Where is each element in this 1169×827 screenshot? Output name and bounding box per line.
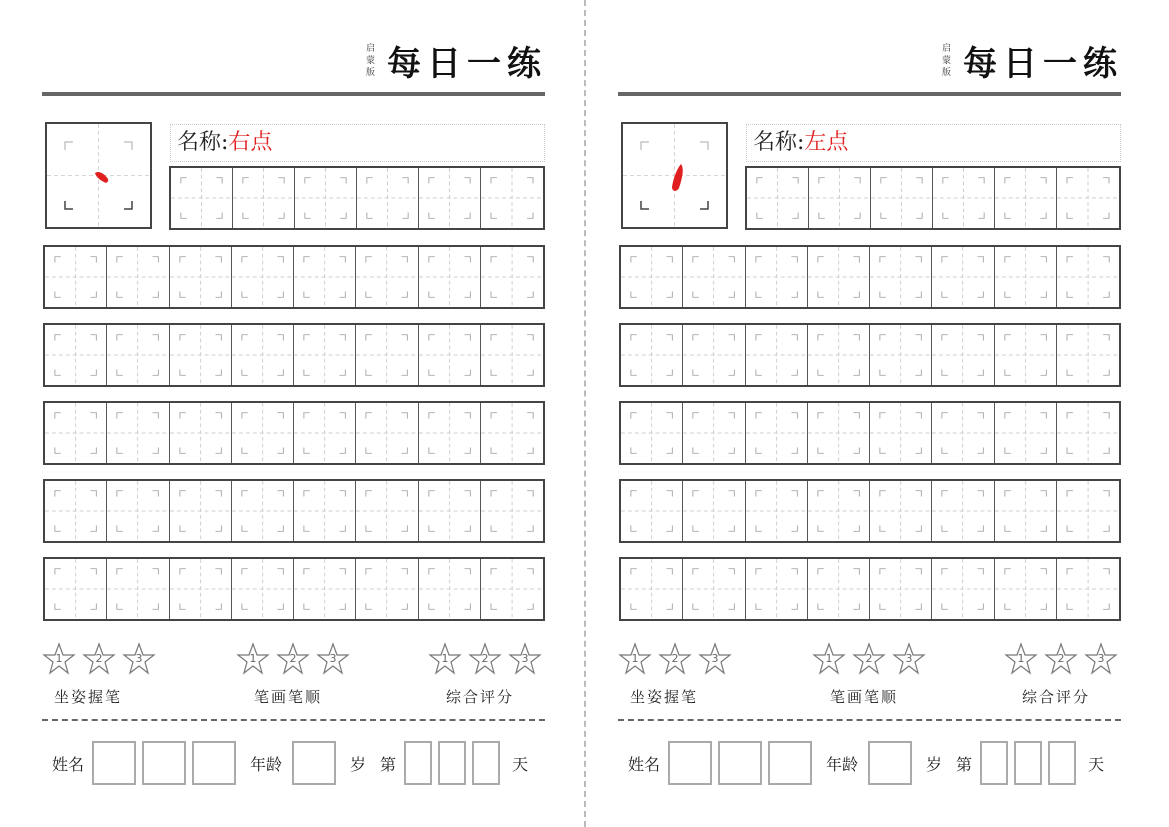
dashed-separator [618,719,1121,721]
stroke-name-field [746,124,1121,162]
star-icon[interactable] [698,642,732,676]
rating-label: 笔画笔顺 [254,688,323,706]
star-number: 3 [905,652,913,665]
star-number: 1 [441,652,449,665]
name-box[interactable] [192,741,236,785]
stroke-example-icon [95,172,108,183]
practice-cell[interactable] [870,559,932,619]
practice-cell[interactable] [107,325,169,385]
practice-cell[interactable] [170,247,232,307]
star-icon[interactable] [892,642,926,676]
star-number: 3 [329,652,337,665]
practice-cell[interactable] [808,559,870,619]
name-box[interactable] [92,741,136,785]
practice-cell[interactable] [232,325,294,385]
years-label: 岁 [350,754,367,774]
practice-cell[interactable] [995,481,1057,541]
header-rule [42,92,545,96]
practice-cell[interactable] [746,247,808,307]
name-box[interactable] [668,741,712,785]
practice-cell[interactable] [746,481,808,541]
practice-row [43,557,545,621]
edition-char: 蒙 [365,55,375,66]
practice-cell[interactable] [356,481,418,541]
practice-cell[interactable] [294,325,356,385]
dashed-separator [42,719,545,721]
practice-cell[interactable] [107,559,169,619]
rating-stars [42,642,156,676]
day-box[interactable] [472,741,500,785]
practice-cell[interactable] [481,247,543,307]
age-box[interactable] [292,741,336,785]
practice-cell[interactable] [232,481,294,541]
practice-cell[interactable] [45,559,107,619]
star-icon[interactable] [618,642,652,676]
edition-char: 版 [941,67,951,78]
practice-cell[interactable] [683,403,745,463]
rating-stars [236,642,350,676]
practice-cell[interactable] [295,168,357,228]
star-number: 3 [1097,652,1105,665]
name-label: 姓名 [628,754,661,774]
header [942,36,1123,85]
practice-cell[interactable] [1057,481,1119,541]
day-prefix-label: 第 [380,754,397,774]
practice-cell[interactable] [419,481,481,541]
star-number: 1 [249,652,257,665]
practice-cell[interactable] [621,481,683,541]
practice-cell[interactable] [419,168,481,228]
practice-cell[interactable] [746,559,808,619]
practice-cell[interactable] [45,247,107,307]
age-label: 年龄 [250,754,283,774]
practice-cell[interactable] [1057,325,1119,385]
practice-cell[interactable] [621,559,683,619]
practice-cell[interactable] [481,168,543,228]
edition-char: 启 [365,43,375,54]
practice-row [619,557,1121,621]
practice-cell[interactable] [232,559,294,619]
practice-cell[interactable] [995,403,1057,463]
page-title: 每日一练 [387,44,547,84]
practice-cell[interactable] [870,481,932,541]
practice-cell[interactable] [932,247,994,307]
practice-cell[interactable] [1057,559,1119,619]
practice-cell[interactable] [294,559,356,619]
day-box[interactable] [980,741,1008,785]
practice-cell[interactable] [170,481,232,541]
practice-cell[interactable] [170,559,232,619]
practice-cell[interactable] [932,481,994,541]
years-label: 岁 [926,754,943,774]
header [366,36,547,85]
edition-char: 启 [941,43,951,54]
edition-label [942,43,951,79]
star-icon[interactable] [508,642,542,676]
star-number: 2 [481,652,489,665]
practice-cell[interactable] [107,481,169,541]
practice-cell[interactable] [683,247,745,307]
practice-cell[interactable] [419,325,481,385]
rating-stars [428,642,542,676]
stroke-demo-box [45,122,152,229]
name-box[interactable] [718,741,762,785]
star-icon[interactable] [428,642,462,676]
rating-label: 综合评分 [1022,688,1091,706]
practice-cell[interactable] [232,403,294,463]
practice-cell[interactable] [481,481,543,541]
practice-cell[interactable] [294,403,356,463]
practice-cell[interactable] [232,247,294,307]
rating-stars [618,642,732,676]
practice-cell[interactable] [809,168,871,228]
star-icon[interactable] [658,642,692,676]
center-fold-line [584,0,586,827]
day-prefix-label: 第 [956,754,973,774]
practice-cell[interactable] [170,325,232,385]
practice-cell[interactable] [621,325,683,385]
edition-label [366,43,375,79]
practice-cell[interactable] [171,168,233,228]
star-icon[interactable] [1084,642,1118,676]
day-box[interactable] [1048,741,1076,785]
practice-cell[interactable] [356,403,418,463]
edition-char: 蒙 [941,55,951,66]
practice-cell[interactable] [294,481,356,541]
practice-cell[interactable] [933,168,995,228]
practice-cell[interactable] [746,325,808,385]
practice-row [619,401,1121,465]
stroke-name-label: 名称: [753,130,805,155]
practice-cell[interactable] [481,559,543,619]
stroke-example-icon [672,164,683,191]
practice-row [43,323,545,387]
practice-row [43,479,545,543]
edition-char: 版 [365,67,375,78]
practice-cell[interactable] [419,247,481,307]
practice-row [619,479,1121,543]
practice-cell[interactable] [419,559,481,619]
page-title: 每日一练 [963,44,1123,84]
practice-row [619,323,1121,387]
star-number: 3 [135,652,143,665]
star-number: 2 [865,652,873,665]
practice-cell[interactable] [481,403,543,463]
practice-cell[interactable] [45,481,107,541]
rating-label: 综合评分 [446,688,515,706]
practice-row [619,245,1121,309]
star-icon[interactable] [468,642,502,676]
practice-cell[interactable] [808,247,870,307]
day-box[interactable] [404,741,432,785]
student-info [628,740,1104,786]
practice-cell[interactable] [870,403,932,463]
practice-cell[interactable] [419,403,481,463]
header-rule [618,92,1121,96]
practice-cell[interactable] [746,403,808,463]
practice-cell[interactable] [932,325,994,385]
practice-cell[interactable] [621,403,683,463]
star-number: 1 [631,652,639,665]
student-info [52,740,528,786]
star-number: 1 [55,652,63,665]
star-icon[interactable] [1044,642,1078,676]
practice-cell[interactable] [1057,168,1119,228]
star-icon[interactable] [316,642,350,676]
stroke-name-label: 名称: [177,130,229,155]
practice-sheet-left [42,0,547,827]
star-number: 3 [521,652,529,665]
practice-cell[interactable] [995,168,1057,228]
practice-cell[interactable] [808,325,870,385]
practice-cell[interactable] [45,325,107,385]
rating-label: 坐姿握笔 [630,688,699,706]
practice-cell[interactable] [932,403,994,463]
stroke-name-value: 右点 [228,130,273,155]
name-box[interactable] [142,741,186,785]
day-suffix-label: 天 [512,754,529,774]
practice-cell[interactable] [1057,247,1119,307]
star-icon[interactable] [236,642,270,676]
day-box[interactable] [438,741,466,785]
practice-row [43,245,545,309]
practice-cell[interactable] [233,168,295,228]
star-icon[interactable] [122,642,156,676]
star-icon[interactable] [42,642,76,676]
practice-cell[interactable] [747,168,809,228]
practice-cell[interactable] [808,481,870,541]
practice-cell[interactable] [356,325,418,385]
rating-stars [812,642,926,676]
stroke-demo-box [621,122,728,229]
practice-cell[interactable] [870,325,932,385]
age-label: 年龄 [826,754,859,774]
star-number: 2 [289,652,297,665]
name-box[interactable] [768,741,812,785]
star-icon[interactable] [276,642,310,676]
star-number: 2 [95,652,103,665]
practice-cell[interactable] [1057,403,1119,463]
stroke-name-value: 左点 [804,130,849,155]
practice-cell[interactable] [683,559,745,619]
practice-cell[interactable] [808,403,870,463]
star-icon[interactable] [812,642,846,676]
star-icon[interactable] [82,642,116,676]
practice-cell[interactable] [995,247,1057,307]
star-number: 2 [1057,652,1065,665]
practice-sheet-right [618,0,1123,827]
practice-cell[interactable] [481,325,543,385]
practice-cell[interactable] [683,325,745,385]
practice-cell[interactable] [357,168,419,228]
practice-row [169,166,545,230]
day-box[interactable] [1014,741,1042,785]
rating-label: 笔画笔顺 [830,688,899,706]
stroke-name-field [170,124,545,162]
star-number: 1 [825,652,833,665]
star-icon[interactable] [852,642,886,676]
practice-row [745,166,1121,230]
star-number: 2 [671,652,679,665]
practice-cell[interactable] [170,403,232,463]
day-suffix-label: 天 [1088,754,1105,774]
practice-cell[interactable] [995,559,1057,619]
practice-cell[interactable] [107,403,169,463]
practice-cell[interactable] [356,559,418,619]
practice-row [43,401,545,465]
practice-cell[interactable] [356,247,418,307]
star-icon[interactable] [1004,642,1038,676]
age-box[interactable] [868,741,912,785]
practice-cell[interactable] [870,247,932,307]
rating-label: 坐姿握笔 [54,688,123,706]
name-label: 姓名 [52,754,85,774]
practice-cell[interactable] [294,247,356,307]
practice-cell[interactable] [683,481,745,541]
practice-cell[interactable] [995,325,1057,385]
practice-cell[interactable] [621,247,683,307]
rating-stars [1004,642,1118,676]
star-number: 1 [1017,652,1025,665]
practice-cell[interactable] [107,247,169,307]
practice-cell[interactable] [871,168,933,228]
practice-cell[interactable] [932,559,994,619]
practice-cell[interactable] [45,403,107,463]
star-number: 3 [711,652,719,665]
